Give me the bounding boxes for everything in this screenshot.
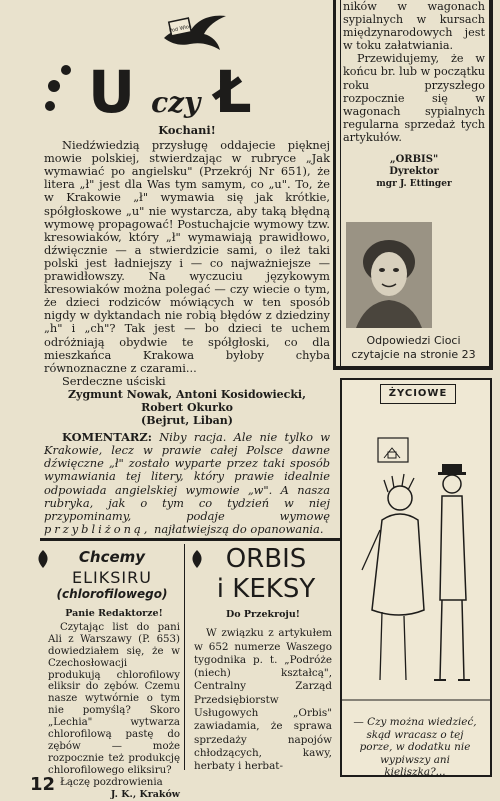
chcemy-signature: J. K., Kraków [110,788,180,800]
photo-caption: Odpowiedzi Cioci czytajcie na stronie 23 [351,334,476,361]
page-number: 12 [30,774,56,795]
letter-closing: Serdeczne uściski [62,373,166,388]
headline-u: U [88,58,138,126]
cartoon-sign: ŻYCIOWE [380,384,456,404]
letter-signers-1: Zygmunt Nowak, Antoni Kosidowiecki, [68,387,306,401]
chcemy-title-2: ELIKSIRU [72,568,152,587]
column-divider [333,0,336,368]
pod-wlos-logo [160,10,230,54]
letter-main [44,124,330,536]
komentarz-text: Niby racja. Ale nie tylko w Krakowie, lecz w prawie całej Polsce dawne dźwięczne „ł" zostało wyparte przez taki sposób wymawiania tej litery, który prawie idealnie odpowiada angielskiej wymowie „w". A nasza rubryka, jak o tym co tydzień w niej przypominamy, podaje wymowę [44,430,331,523]
chcemy-closing: Łączę pozdrowienia [60,776,163,788]
cartoon-caption: — Czy można wiedzieć, skąd wracasz o tej porze, w dodatku nie wypiwszy ani kieliszka?... [353,716,477,778]
chcemy-salutation: Panie Redaktorze! [65,608,163,619]
signature-name: mgr J. Ettinger [376,179,452,190]
chcemy-title [52,548,172,601]
right-signature [343,154,485,190]
right-border [489,0,493,370]
editor-comment [44,431,330,536]
chcemy-ornament [36,550,50,572]
komentarz-spaced: przybliżoną, [44,521,151,536]
headline-l: Ł [214,58,254,126]
komentarz-label: KOMENTARZ: [62,430,152,445]
chcemy-title-1: Chcemy [78,548,146,566]
komentarz-end: najłatwiejszą do opanowania. [153,521,324,536]
headline-czy: czy [151,86,201,119]
orbis-body: W związku z artykułem w 652 numerze Waszego tygodnika p. t. „Podróże (niech) kształcą", Centralny Zarząd Przedsiębiorstw Usługowych „Orbis" zawiadamia, że sprawa sprzedaży napojów chłodzących, kawy, herbaty i herbat- [194,627,332,773]
portrait-photo [346,222,432,328]
chcemy-body: Czytając list do pani Ali z Warszawy (P. 653) dowiedziałem się, że w Czechosłowacji produkują chlorofilowy eliksir do zębów. Czemu nasze wytwórnie o tym nie pomyślą? Skoro „Lechia" wytwarza chlorofilową pastę do zębów — może rozpocznie też produkcję chlorofilowego eliksiru? [48,621,180,776]
decorative-dots [40,62,80,122]
letter-paragraph: Niedźwiedzią przysługę oddajecie pięknej mowie polskiej, stwierdzając w rubryce „Jak wymawiać po angielsku" (Przekrój Nr 651), że litera „ł" jest dla Was tym samym, co „u". To, że w Krakowie „ł" wymawia się jak krótkie, spółgłoskowe „u" nie wystarcza, aby taką błędną wymowę propagować! Postuchajcie wymowy tzw. kresowiaków, który „ł" wymawiają prawidłowo, dźwięcznie — a stwierdzicie sami, o ileż taki polski jest ładniejszy i — co najważniejsze — prawidłowszy. Na wyczuciu językowym kresowiaków można polegać — czy wiecie o tym, że dzieci rodziców mówiących w ten sposób nigdy w dyktandach nie robią błędów z dziedziny „h" i „ch"? Tak jest — bo dzieci te uchem odróżniają obydwie te spółgłoski, co dla mieszkańca Krakowa byłoby chyba równoznaczne z czarami... [44,138,330,375]
letter-greeting: Kochani! [158,123,216,137]
bottom-section-rule [40,538,340,541]
bottom-column-divider [184,544,185,770]
photo-bottom-rule [333,366,493,370]
right-paragraph-2: Przewidujemy, że w końcu br. lub w początku roku przyszłego rozpocznie się w wagonach sypialnych regularna sprzedaż tych artykułów. [343,52,485,144]
orbis-title [196,544,336,604]
signature-org: „ORBIS" [389,154,439,166]
orbis-title-1: ORBIS [225,544,307,574]
right-paragraph-1: ników w wagonach sypialnych w kursach międzynarodowych jest w toku załatwiania. [343,0,485,53]
letter-right [343,0,485,190]
chcemy-title-3: (chlorofilowego) [56,587,168,601]
orbis-title-2: i KEKSY [216,574,316,604]
headline [88,58,328,128]
orbis-salutation: Do Przekroju! [226,609,300,620]
orbis-letter [194,608,332,774]
column-divider-inner [340,0,341,368]
signature-title: Dyrektor [389,166,439,178]
letter-signers-3: (Bejrut, Liban) [141,414,233,428]
chcemy-letter [48,608,180,801]
letter-signers-2: Robert Okurko [141,400,233,414]
svg-text:Pod Włos: Pod Włos [168,23,193,35]
